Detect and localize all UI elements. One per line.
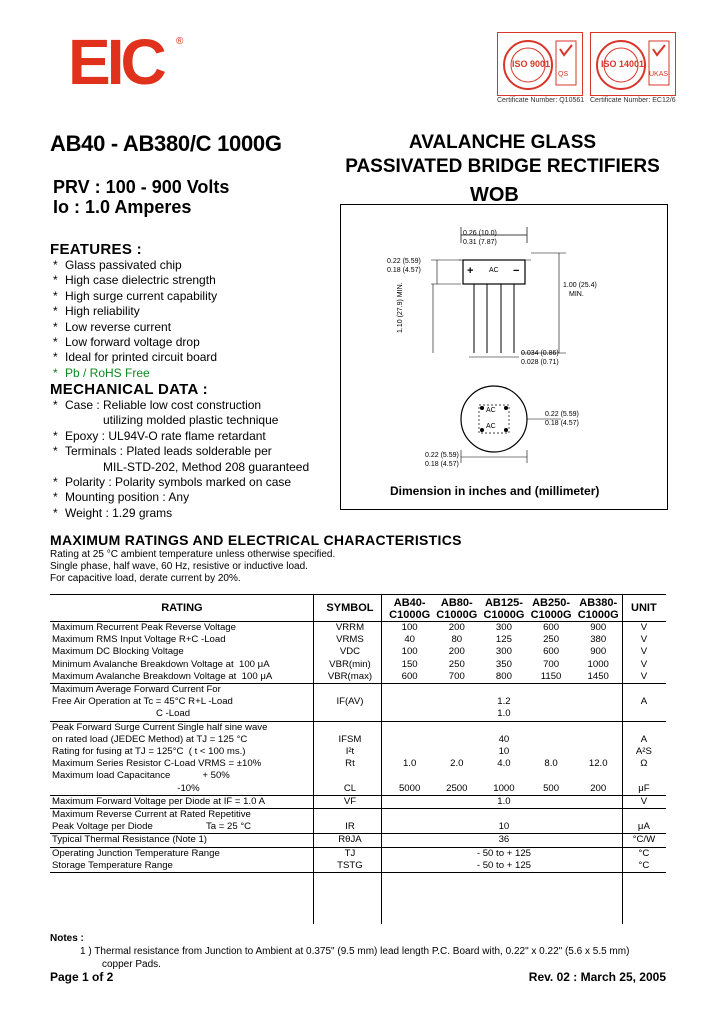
rating-value (528, 809, 575, 822)
mechanical-text: Case : Reliable low cost construction (65, 398, 262, 412)
table-row (50, 721, 666, 734)
rating-value: 1.0 (497, 708, 511, 720)
table-row (50, 646, 666, 658)
rating-value (480, 770, 527, 782)
rating-value (386, 809, 433, 822)
rating-value (575, 721, 622, 734)
rating-unit: °C (638, 859, 650, 871)
rating-symbol: CL (343, 782, 357, 794)
rating-label: Storage Temperature Range (52, 859, 173, 871)
mechanical-text: Mounting position : Any (65, 490, 190, 505)
rating-value (575, 770, 622, 782)
mechanical-list (50, 398, 309, 521)
rating-value: 1.0 (386, 795, 622, 808)
rating-unit: Ω (640, 758, 648, 770)
header-part-col: AB250- C1000G (530, 597, 572, 621)
dim-top-width: 0.26 (10.0) 0.31 (7.87) (463, 230, 497, 246)
feature-item (50, 335, 217, 350)
rating-symbol: VBR(max) (327, 670, 373, 682)
io-line: Io : 1.0 Amperes (53, 197, 192, 217)
rating-value: 700 (543, 658, 560, 670)
rating-label: Typical Thermal Resistance (Note 1) (50, 834, 314, 847)
eic-logo: EIC (68, 26, 163, 98)
table-row (50, 734, 666, 746)
rating-label: Minimum Avalanche Breakdown Voltage at 100 μA (52, 658, 270, 670)
rating-symbol: VRMS (336, 634, 364, 646)
rating-unit (622, 770, 666, 782)
table-divider (622, 594, 623, 924)
rating-unit (622, 684, 666, 697)
feature-item (50, 304, 217, 319)
rating-value: - 50 to + 125 (386, 847, 622, 860)
table-row (50, 821, 666, 834)
rating-label: Maximum load Capacitance + 50% (52, 770, 230, 782)
mechanical-text: MIL-STD-202, Method 208 guaranteed (103, 459, 310, 474)
features-list (50, 258, 217, 381)
rating-value (480, 684, 527, 697)
rating-symbol: Rt (345, 758, 355, 770)
table-row (50, 758, 666, 770)
dim-circle-bottom: 0.22 (5.59) 0.18 (4.57) (425, 452, 459, 468)
table-row (50, 795, 666, 808)
feature-item (50, 258, 217, 273)
rating-value (480, 809, 527, 822)
rating-symbol: IR (345, 821, 355, 833)
rating-value (528, 684, 575, 697)
header-part-col: AB80- C1000G (436, 597, 478, 621)
ratings-table (50, 594, 666, 873)
notes-title: Notes : (50, 933, 84, 944)
page-number: Page 1 of 2 (50, 970, 114, 984)
table-row (50, 696, 666, 708)
rating-unit: V (622, 622, 666, 635)
rating-value: 1450 (587, 670, 609, 682)
rating-value (433, 770, 480, 782)
mechanical-text: Terminals : Plated leads solderable per (65, 444, 272, 459)
mechanical-item (50, 398, 309, 413)
bullet: * (53, 319, 58, 334)
rating-unit (622, 708, 666, 721)
rating-value: 900 (575, 622, 622, 635)
feature-text: High surge current capability (65, 288, 218, 303)
mechanical-text: utilizing molded plastic technique (103, 413, 279, 428)
rating-unit: A²S (635, 746, 652, 758)
rating-symbol (314, 770, 386, 782)
rating-value: 40 (498, 733, 510, 745)
table-row (50, 770, 666, 782)
rating-label: Rating for fusing at TJ = 125°C ( t < 100 ms.) (52, 746, 246, 758)
rating-value: 250 (448, 658, 465, 670)
rating-value: 4.0 (497, 758, 511, 770)
rating-label: Peak Forward Surge Current Single half sine wave (50, 721, 314, 734)
rating-value: 600 (401, 670, 418, 682)
bullet: * (53, 335, 58, 350)
feature-item (50, 350, 217, 365)
mechanical-item (50, 490, 309, 505)
rating-label: on rated load (JEDEC Method) at TJ = 125 °C (52, 733, 248, 745)
dim-total-length: 1.10 (27.9) MIN. (397, 282, 404, 333)
rating-value: 250 (543, 634, 560, 646)
rating-label: Maximum Average Forward Current For (50, 684, 314, 697)
rating-value: 150 (401, 658, 418, 670)
table-row (50, 847, 666, 860)
bullet: * (53, 490, 58, 505)
rating-value: 2.0 (450, 758, 464, 770)
bullet: * (53, 288, 58, 303)
header-unit: UNIT (631, 602, 657, 614)
part-title: AB40 - AB380/C 1000G (50, 131, 282, 156)
bullet: * (53, 505, 58, 520)
rating-symbol: VRRM (314, 622, 386, 635)
ac-mark-bottom-2: AC (486, 423, 496, 430)
mechanical-text: Polarity : Polarity symbols marked on case (65, 475, 292, 490)
registered-mark: ® (176, 36, 184, 47)
dim-lead-diameter: 0.034 (0.86) 0.028 (0.71) (521, 350, 559, 366)
feature-text: Pb / RoHS Free (65, 365, 150, 380)
mechanical-title: MECHANICAL DATA : (50, 381, 208, 398)
rating-value: 12.0 (588, 758, 608, 770)
rating-label: Operating Junction Temperature Range (50, 847, 314, 860)
package-name: WOB (470, 184, 519, 206)
mechanical-item (50, 506, 309, 521)
rating-value (528, 770, 575, 782)
table-row (50, 659, 666, 671)
rating-label: Maximum DC Blocking Voltage (52, 646, 184, 658)
rating-value: 100 (386, 622, 433, 635)
feature-item (50, 320, 217, 335)
bullet: * (53, 273, 58, 288)
feature-item (50, 289, 217, 304)
rating-value: 200 (433, 622, 480, 635)
rating-symbol: VDC (339, 646, 361, 658)
header-symbol: SYMBOL (326, 602, 374, 614)
rating-value: 600 (528, 622, 575, 635)
rating-value (386, 721, 433, 734)
rating-unit (622, 721, 666, 734)
product-title-line2: PASSIVATED BRIDGE RECTIFIERS (345, 156, 660, 177)
polarity-minus: − (513, 265, 520, 277)
rating-value: 500 (543, 782, 560, 794)
rating-value: 380 (590, 634, 607, 646)
cert-badge-iso14001 (590, 32, 676, 96)
rating-value: - 50 to + 125 (476, 859, 531, 871)
rating-value: 1.2 (497, 696, 511, 708)
feature-text: High case dielectric strength (65, 273, 216, 288)
header-part-col: AB380- C1000G (577, 597, 619, 621)
rating-symbol: TJ (314, 847, 386, 860)
rating-symbol: TSTG (337, 859, 363, 871)
bullet: * (53, 350, 58, 365)
rating-unit: V (640, 646, 648, 658)
rating-value (386, 770, 433, 782)
table-header-row (50, 595, 666, 622)
bullet: * (53, 258, 58, 272)
rating-value: 125 (495, 634, 512, 646)
table-row (50, 783, 666, 796)
feature-text: Glass passivated chip (65, 258, 182, 272)
dim-circle-right: 0.22 (5.59) 0.18 (4.57) (545, 411, 579, 427)
ac-mark-bottom-1: AC (486, 407, 496, 414)
rating-value: 8.0 (544, 758, 558, 770)
product-title (340, 131, 665, 179)
rating-value (575, 809, 622, 822)
cert-caption-1: Certificate Number: Q10561 (497, 97, 585, 104)
rating-value: 10 (498, 821, 510, 833)
rating-unit: V (640, 670, 648, 682)
dimension-drawing-box (340, 204, 668, 510)
rating-value: 800 (495, 670, 512, 682)
table-row (50, 684, 666, 697)
cert-caption-2: Certificate Number: EC12/6 (590, 97, 676, 104)
rating-label: -10% (52, 782, 200, 794)
feature-item (50, 273, 217, 288)
feature-text: Low forward voltage drop (65, 335, 200, 350)
rating-value: 1.0 (402, 758, 417, 770)
table-row (50, 671, 666, 684)
rating-value: 100 (401, 646, 418, 658)
table-divider (313, 594, 314, 924)
rating-value: 40 (404, 634, 415, 646)
rating-value: 2500 (446, 782, 468, 794)
table-row (50, 834, 666, 847)
rating-unit: μF (638, 782, 650, 794)
features-title: FEATURES : (50, 241, 142, 258)
iso14001-sub: UKAS (649, 71, 669, 78)
revision-date: Rev. 02 : March 25, 2005 (528, 970, 666, 984)
table-row (50, 622, 666, 635)
table-row (50, 746, 666, 758)
condition-line: Single phase, half wave, 60 Hz, resistive or inductive load. (50, 561, 308, 572)
rating-value: 1150 (540, 670, 562, 682)
bullet: * (53, 475, 58, 490)
table-row (50, 809, 666, 822)
rating-value: 10 (498, 746, 510, 758)
rating-value: 1000 (493, 782, 515, 794)
rating-value: 600 (543, 646, 560, 658)
rating-symbol (314, 721, 386, 734)
notes (50, 932, 629, 971)
rating-label: Maximum Forward Voltage per Diode at IF = 1.0 A (50, 795, 314, 808)
rating-unit: °C (622, 847, 666, 860)
rating-conditions (50, 549, 335, 585)
rating-value (433, 684, 480, 697)
rating-value: 300 (495, 646, 512, 658)
feature-text: High reliability (65, 304, 140, 319)
mechanical-item (50, 413, 309, 428)
rating-unit: V (640, 634, 648, 646)
rating-label: Peak Voltage per Diode Ta = 25 °C (52, 821, 252, 833)
rating-symbol: VBR(min) (329, 658, 371, 670)
rating-symbol (314, 708, 386, 721)
rating-symbol (314, 684, 386, 697)
rating-value (433, 721, 480, 734)
table-divider (381, 594, 382, 924)
rating-value: 36 (386, 834, 622, 847)
mechanical-item (50, 460, 309, 475)
rating-unit (622, 809, 666, 822)
note-1: 1 ) Thermal resistance from Junction to Ambient at 0.375" (9.5 mm) lead length P.C. Board with, 0.22" x 0.22" (5.6 x 5.5 mm) (80, 946, 630, 957)
header-part-col: AB125- C1000G (483, 597, 525, 621)
rating-value (528, 721, 575, 734)
rating-unit: A (640, 733, 648, 745)
prv-spec (53, 177, 229, 217)
bullet: * (53, 444, 58, 459)
rating-value: 700 (448, 670, 465, 682)
dim-body-height: 0.22 (5.59) 0.18 (4.57) (387, 258, 421, 274)
rating-symbol: RθJA (314, 834, 386, 847)
rating-label: Maximum Avalanche Breakdown Voltage at 100 μA (52, 670, 273, 682)
rating-label: Maximum RMS Input Voltage R+C -Load (52, 634, 226, 646)
rating-value: 200 (590, 782, 607, 794)
cert-badge-iso9001 (497, 32, 583, 96)
rating-symbol: VF (314, 795, 386, 808)
rating-value (433, 809, 480, 822)
rating-value: 1000 (587, 658, 609, 670)
feature-item (50, 366, 217, 381)
polarity-plus: + (467, 265, 474, 277)
rating-symbol: IF(AV) (336, 696, 364, 708)
bullet: * (53, 365, 58, 380)
rating-value: 80 (451, 634, 463, 646)
dim-lead-length: 1.00 (25.4) MIN. (563, 282, 597, 298)
rating-symbol (314, 809, 386, 822)
rating-label: Maximum Reverse Current at Rated Repetitive (50, 809, 314, 822)
rating-symbol: I²t (345, 746, 355, 758)
rating-label: Maximum Series Resistor C-Load VRMS = ±10% (52, 758, 262, 770)
bullet: * (53, 304, 58, 319)
rating-value (480, 721, 527, 734)
table-row (50, 708, 666, 721)
feature-text: Low reverse current (65, 319, 172, 334)
mechanical-text: Epoxy : UL94V-O rate flame retardant (65, 428, 266, 443)
mechanical-text: Weight : 1.29 grams (65, 505, 173, 520)
rating-value: 900 (590, 646, 607, 658)
product-title-line1: AVALANCHE GLASS (408, 132, 597, 153)
rating-unit: μA (637, 821, 650, 833)
rating-unit: V (622, 795, 666, 808)
bullet: * (53, 428, 58, 443)
condition-line: Rating at 25 °C ambient temperature unless otherwise specified. (50, 549, 336, 560)
condition-line: For capacitive load, derate current by 20%. (50, 573, 241, 584)
table-row (50, 634, 666, 646)
package-outline-drawing (341, 205, 667, 485)
rating-value (575, 684, 622, 697)
rating-symbol: IFSM (338, 733, 362, 745)
rating-label: C -Load (52, 708, 191, 720)
mechanical-item (50, 444, 309, 459)
header-rating: RATING (161, 602, 203, 614)
note-1-cont: copper Pads. (102, 959, 161, 970)
feature-text: Ideal for printed circuit board (65, 350, 218, 365)
iso14001-label: ISO 14001 (601, 59, 645, 69)
iso9001-sub: QS (558, 71, 569, 78)
rating-unit: V (640, 658, 648, 670)
bullet: * (53, 398, 58, 412)
mechanical-item (50, 429, 309, 444)
rating-value: 350 (495, 658, 512, 670)
rating-unit: °C/W (622, 834, 666, 847)
ac-mark-top: AC (489, 267, 499, 274)
header-part-col: AB40- C1000G (389, 597, 431, 621)
mechanical-item (50, 475, 309, 490)
prv-line: PRV : 100 - 900 Volts (53, 177, 230, 197)
rating-value: 200 (448, 646, 465, 658)
iso9001-label: ISO 9001 (512, 59, 551, 69)
rating-label: Free Air Operation at Tc = 45°C R+L -Load (52, 696, 233, 708)
rating-value: 5000 (398, 782, 421, 794)
rating-value (386, 684, 433, 697)
rating-label: Maximum Recurrent Peak Reverse Voltage (50, 622, 314, 635)
ratings-title: MAXIMUM RATINGS AND ELECTRICAL CHARACTERISTICS (50, 532, 462, 548)
rating-unit: A (640, 696, 648, 708)
table-row (50, 860, 666, 873)
rating-value: 300 (480, 622, 527, 635)
dimension-caption: Dimension in inches and (millimeter) (390, 484, 600, 498)
